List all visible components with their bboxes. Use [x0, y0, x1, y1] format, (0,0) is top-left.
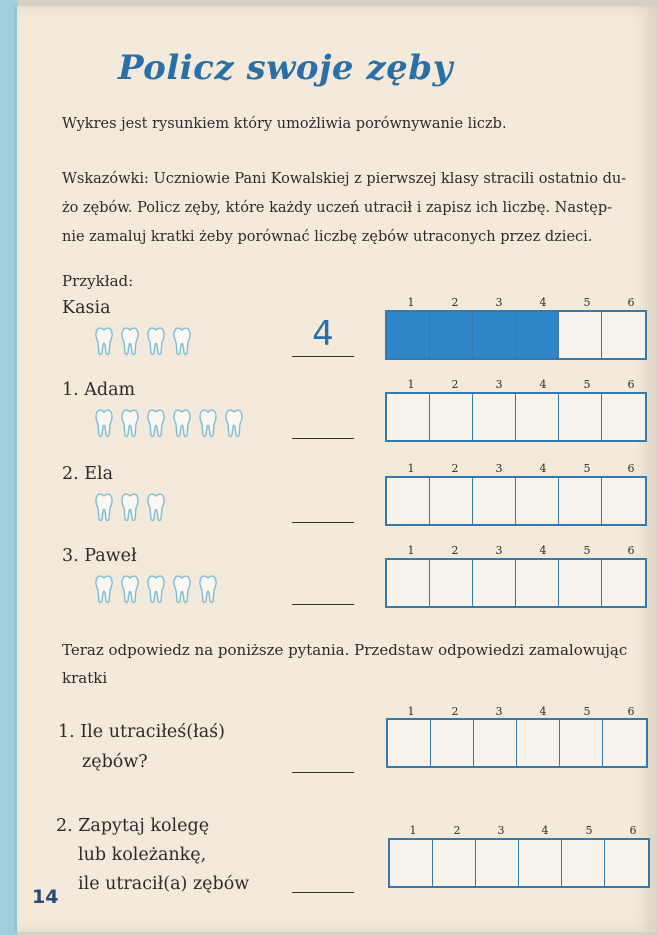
grid-cell[interactable] [559, 312, 602, 358]
grid-cell[interactable] [559, 394, 602, 440]
grid-cell[interactable] [516, 560, 559, 606]
grid-cell[interactable] [476, 840, 519, 886]
grid-cell[interactable] [430, 394, 473, 440]
grid-cell[interactable] [560, 720, 603, 766]
student-name: 3. Paweł [62, 546, 137, 566]
tooth-icon [94, 492, 114, 526]
teeth-group [94, 492, 166, 526]
student-name: Kasia [62, 298, 111, 318]
grid-cell[interactable] [562, 840, 605, 886]
grid-numbers [391, 824, 655, 837]
tooth-icon [94, 326, 114, 360]
grid-cell[interactable] [430, 478, 473, 524]
grid-number: 6 [627, 462, 635, 475]
grid-cell[interactable] [473, 394, 516, 440]
tooth-icon [224, 408, 244, 442]
tally-grid [385, 310, 647, 360]
grid-numbers [389, 544, 653, 557]
grid-cell[interactable] [516, 478, 559, 524]
grid-cell[interactable] [603, 720, 646, 766]
grid-cell[interactable] [605, 840, 648, 886]
tooth-icon [146, 492, 166, 526]
grid-number: 2 [451, 296, 459, 309]
grid-number: 6 [627, 544, 635, 557]
grid-cell[interactable] [516, 394, 559, 440]
grid-cell[interactable] [473, 560, 516, 606]
grid-number: 4 [539, 544, 547, 557]
grid-cell[interactable] [387, 394, 430, 440]
answer-field[interactable] [292, 396, 354, 439]
page-title: Policz swoje zęby [118, 48, 453, 88]
grid-number: 1 [407, 296, 415, 309]
question-2-line-3: ile utracił(a) zębów [78, 874, 250, 894]
grid-number: 6 [627, 378, 635, 391]
student-name: 2. Ela [62, 464, 114, 484]
tooth-icon [172, 574, 192, 608]
grid-cell[interactable] [430, 560, 473, 606]
grid-number: 5 [583, 296, 591, 309]
grid-number: 1 [407, 544, 415, 557]
question-2-line-2: lub koleżankę, [78, 845, 207, 865]
grid-cell[interactable] [602, 312, 645, 358]
tooth-icon [120, 492, 140, 526]
grid-cell[interactable] [517, 720, 560, 766]
questions-intro-line-2: kratki [62, 669, 108, 687]
grid-cell[interactable] [602, 478, 645, 524]
tooth-icon [198, 408, 218, 442]
grid-number: 2 [453, 824, 461, 837]
question-1-line-2: zębów? [82, 752, 148, 772]
tooth-icon [172, 408, 192, 442]
grid-cell[interactable] [430, 312, 473, 358]
grid-cell[interactable] [387, 312, 430, 358]
intro-text: Wykres jest rysunkiem który umożliwia porównywanie liczb. [62, 116, 507, 132]
grid-number: 4 [539, 705, 547, 718]
grid-number: 3 [497, 824, 505, 837]
grid-number: 6 [627, 705, 635, 718]
teeth-group [94, 574, 218, 608]
grid-number: 2 [451, 544, 459, 557]
answer-field[interactable] [292, 562, 354, 605]
grid-number: 6 [629, 824, 637, 837]
grid-number: 1 [409, 824, 417, 837]
grid-number: 3 [495, 296, 503, 309]
grid-number: 4 [539, 462, 547, 475]
tooth-icon [146, 326, 166, 360]
question-1-line-1: 1. Ile utraciłeś(łaś) [58, 722, 225, 742]
example-label: Przykład: [62, 272, 134, 290]
grid-number: 2 [451, 462, 459, 475]
question-2-grid [388, 838, 650, 888]
question-2-answer[interactable] [292, 856, 354, 893]
grid-cell[interactable] [602, 560, 645, 606]
tooth-icon [146, 408, 166, 442]
grid-number: 5 [583, 705, 591, 718]
grid-number: 3 [495, 462, 503, 475]
teeth-group [94, 408, 244, 442]
tally-grid [385, 392, 647, 442]
tooth-icon [94, 408, 114, 442]
grid-number: 5 [585, 824, 593, 837]
grid-number: 3 [495, 705, 503, 718]
grid-cell[interactable] [516, 312, 559, 358]
teeth-group [94, 326, 192, 360]
tally-grid [385, 476, 647, 526]
grid-cell[interactable] [387, 560, 430, 606]
grid-cell[interactable] [519, 840, 562, 886]
tooth-icon [120, 326, 140, 360]
grid-number: 4 [541, 824, 549, 837]
instructions-line-1: Wskazówki: Uczniowie Pani Kowalskiej z pierwszej klasy stracili ostatnio du- [62, 171, 627, 187]
grid-cell[interactable] [559, 478, 602, 524]
grid-number: 1 [407, 705, 415, 718]
tooth-icon [94, 574, 114, 608]
tooth-icon [172, 326, 192, 360]
grid-cell[interactable] [387, 478, 430, 524]
student-name: 1. Adam [62, 380, 136, 400]
grid-numbers [389, 296, 653, 309]
grid-cell[interactable] [388, 720, 431, 766]
grid-numbers [389, 462, 653, 475]
grid-number: 5 [583, 544, 591, 557]
grid-cell[interactable] [433, 840, 476, 886]
grid-number: 6 [627, 296, 635, 309]
grid-cell[interactable] [473, 312, 516, 358]
answer-field[interactable]: 4 [292, 314, 354, 357]
grid-cell[interactable] [559, 560, 602, 606]
grid-number: 4 [539, 296, 547, 309]
question-1-answer[interactable] [292, 736, 354, 773]
grid-cell[interactable] [390, 840, 433, 886]
grid-number: 5 [583, 378, 591, 391]
tooth-icon [146, 574, 166, 608]
page-number: 14 [32, 886, 59, 908]
question-2-line-1: 2. Zapytaj kolegę [56, 816, 210, 836]
grid-number: 1 [407, 378, 415, 391]
tooth-icon [198, 574, 218, 608]
grid-cell[interactable] [474, 720, 517, 766]
grid-number: 3 [495, 378, 503, 391]
grid-numbers [389, 378, 653, 391]
grid-number: 3 [495, 544, 503, 557]
grid-cell[interactable] [602, 394, 645, 440]
grid-number: 2 [451, 378, 459, 391]
grid-number: 4 [539, 378, 547, 391]
grid-cell[interactable] [473, 478, 516, 524]
grid-number: 2 [451, 705, 459, 718]
tally-grid [385, 558, 647, 608]
grid-number: 1 [407, 462, 415, 475]
tooth-icon [120, 574, 140, 608]
instructions-line-3: nie zamaluj kratki żeby porównać liczbę zębów utraconych przez dzieci. [62, 229, 593, 245]
tooth-icon [120, 408, 140, 442]
grid-cell[interactable] [431, 720, 474, 766]
question-1-grid [386, 718, 648, 768]
grid-number: 5 [583, 462, 591, 475]
grid-numbers [389, 705, 653, 718]
answer-field[interactable] [292, 480, 354, 523]
instructions-line-2: żo zębów. Policz zęby, które każdy uczeń utracił i zapisz ich liczbę. Następ- [62, 200, 613, 216]
questions-intro-line-1: Teraz odpowiedz na poniższe pytania. Przedstaw odpowiedzi zamalowując [62, 641, 628, 659]
